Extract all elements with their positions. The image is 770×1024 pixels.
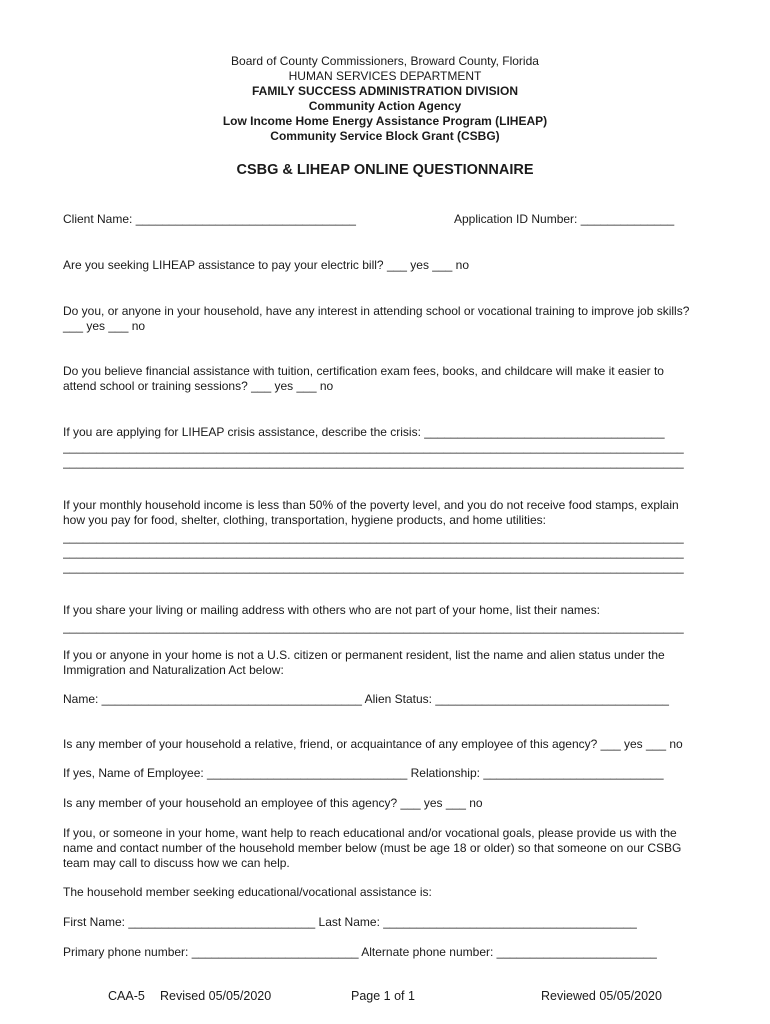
question-school-interest-answer[interactable]: ___ yes ___ no	[63, 319, 146, 333]
revised-date: Revised 05/05/2020	[160, 989, 272, 1003]
phone-numbers-field[interactable]: Primary phone number: _________________________ Alternate phone number: ________________________	[63, 945, 657, 959]
question-educational-goals-cont: team may call to discuss how we can help.	[63, 856, 290, 870]
income-answer-line[interactable]: _____________________________________________________________________________________________	[63, 530, 684, 544]
crisis-answer-line[interactable]: _____________________________________________________________________________________________	[63, 455, 684, 469]
question-financial-assistance-answer[interactable]: attend school or training sessions? ___ yes ___ no	[63, 379, 334, 393]
client-name-field[interactable]: Client Name: _________________________________	[63, 212, 356, 226]
question-electric-bill[interactable]: Are you seeking LIHEAP assistance to pay your electric bill? ___ yes ___ no	[63, 258, 470, 272]
question-school-interest: Do you, or anyone in your household, have any interest in attending school or vocational training to improve job skills?	[63, 304, 690, 318]
question-agency-employee[interactable]: Is any member of your household an employee of this agency? ___ yes ___ no	[63, 796, 483, 810]
header-department: HUMAN SERVICES DEPARTMENT	[288, 69, 482, 83]
header-csbg: Community Service Block Grant (CSBG)	[270, 129, 500, 143]
question-crisis[interactable]: If you are applying for LIHEAP crisis assistance, describe the crisis: ____________________________________	[63, 425, 665, 439]
question-educational-goals-cont: name and contact number of the household member below (must be age 18 or older) so that someone on our CSBG	[63, 841, 682, 855]
question-educational-goals: If you, or someone in your home, want help to reach educational and/or vocational goals, please provide us with the	[63, 826, 677, 840]
question-citizenship-cont: Immigration and Naturalization Act below:	[63, 663, 284, 677]
header-county: Board of County Commissioners, Broward County, Florida	[231, 54, 539, 68]
document-header	[0, 54, 770, 144]
form-id: CAA-5	[108, 989, 145, 1003]
question-share-address: If you share your living or mailing address with others who are not part of your home, list their names:	[63, 603, 600, 617]
page-title: CSBG & LIHEAP ONLINE QUESTIONNAIRE	[236, 162, 534, 178]
income-answer-line[interactable]: _____________________________________________________________________________________________	[63, 560, 684, 574]
reviewed-date: Reviewed 05/05/2020	[541, 989, 662, 1003]
header-division: FAMILY SUCCESS ADMINISTRATION DIVISION	[251, 84, 519, 98]
income-answer-line[interactable]: _____________________________________________________________________________________________	[63, 545, 684, 559]
first-last-name-field[interactable]: First Name: ____________________________ Last Name: ______________________________________	[63, 915, 637, 929]
household-member-label: The household member seeking educational/vocational assistance is:	[63, 885, 432, 899]
page-number: Page 1 of 1	[351, 989, 415, 1003]
question-relative[interactable]: Is any member of your household a relative, friend, or acquaintance of any employee of this agency? ___ yes ___ no	[63, 737, 683, 751]
application-id-field[interactable]: Application ID Number: ______________	[454, 212, 675, 226]
question-income-cont: how you pay for food, shelter, clothing, transportation, hygiene products, and home utilities:	[63, 513, 546, 527]
crisis-answer-line[interactable]: _____________________________________________________________________________________________	[63, 440, 684, 454]
header-agency: Community Action Agency	[308, 99, 462, 113]
question-financial-assistance: Do you believe financial assistance with tuition, certification exam fees, books, and childcare will make it easier to	[63, 364, 664, 378]
employee-relationship-field[interactable]: If yes, Name of Employee: ______________________________ Relationship: ___________________________	[63, 766, 664, 780]
header-liheap: Low Income Home Energy Assistance Program (LIHEAP)	[222, 114, 548, 128]
question-citizenship: If you or anyone in your home is not a U.S. citizen or permanent resident, list the name and alien status under the	[63, 648, 665, 662]
question-income: If your monthly household income is less than 50% of the poverty level, and you do not receive food stamps, explain	[63, 498, 679, 512]
share-address-answer-line[interactable]: _____________________________________________________________________________________________	[63, 620, 684, 634]
name-alien-status-field[interactable]: Name: _______________________________________ Alien Status: ___________________________________	[63, 692, 669, 706]
